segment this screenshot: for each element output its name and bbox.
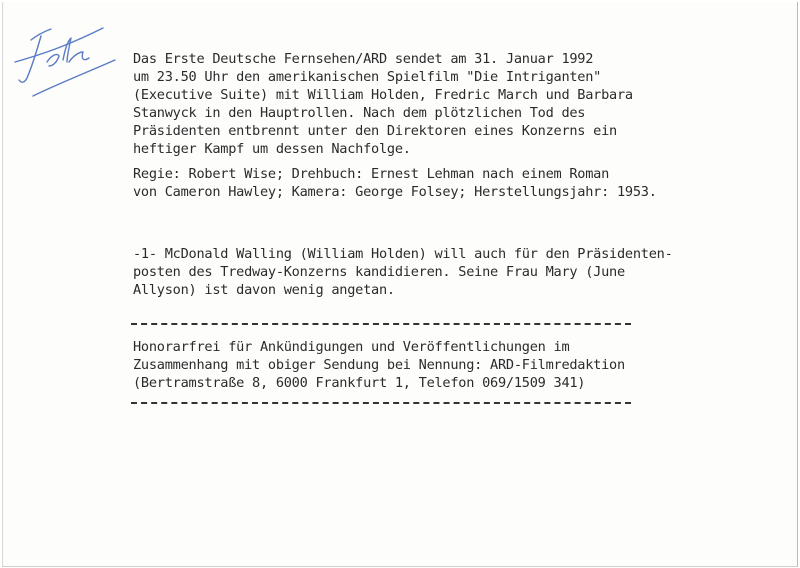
text-line: heftiger Kampf um dessen Nachfolge.: [133, 141, 411, 157]
footer-line: Zusammenhang mit obiger Sendung bei Nennung: ARD-Filmredaktion: [133, 357, 625, 373]
text-line: Das Erste Deutsche Fernsehen/ARD sendet am 31. Januar 1992: [133, 51, 594, 67]
footer-line: Honorarfrei für Ankündigungen und Veröffentlichungen im: [133, 339, 570, 355]
handwritten-signature-icon: [3, 2, 133, 112]
text-line: um 23.50 Uhr den amerikanischen Spielfilm "Die Intriganten": [133, 69, 602, 85]
dashed-separator-top: [131, 323, 631, 325]
text-line: (Executive Suite) mit William Holden, Fredric March und Barbara: [133, 87, 633, 103]
dashed-separator-bottom: [131, 402, 631, 404]
document-page: [2, 2, 798, 567]
footer-line: (Bertramstraße 8, 6000 Frankfurt 1, Telefon 069/1509 341): [133, 375, 586, 391]
credits-line: Regie: Robert Wise; Drehbuch: Ernest Lehman nach einem Roman: [133, 166, 610, 182]
caption-line: -1- McDonald Walling (William Holden) will auch für den Präsidenten-: [133, 246, 673, 262]
credits-line: von Cameron Hawley; Kamera: George Folsey; Herstellungsjahr: 1953.: [133, 184, 657, 200]
caption-line: posten des Tredway-Konzerns kandidieren. Seine Frau Mary (June: [133, 264, 625, 280]
text-line: Stanwyck in den Hauptrollen. Nach dem plötzlichen Tod des: [133, 105, 586, 121]
text-line: Präsidenten entbrennt unter den Direktoren eines Konzerns ein: [133, 123, 617, 139]
caption-line: Allyson) ist davon wenig angetan.: [133, 282, 395, 298]
